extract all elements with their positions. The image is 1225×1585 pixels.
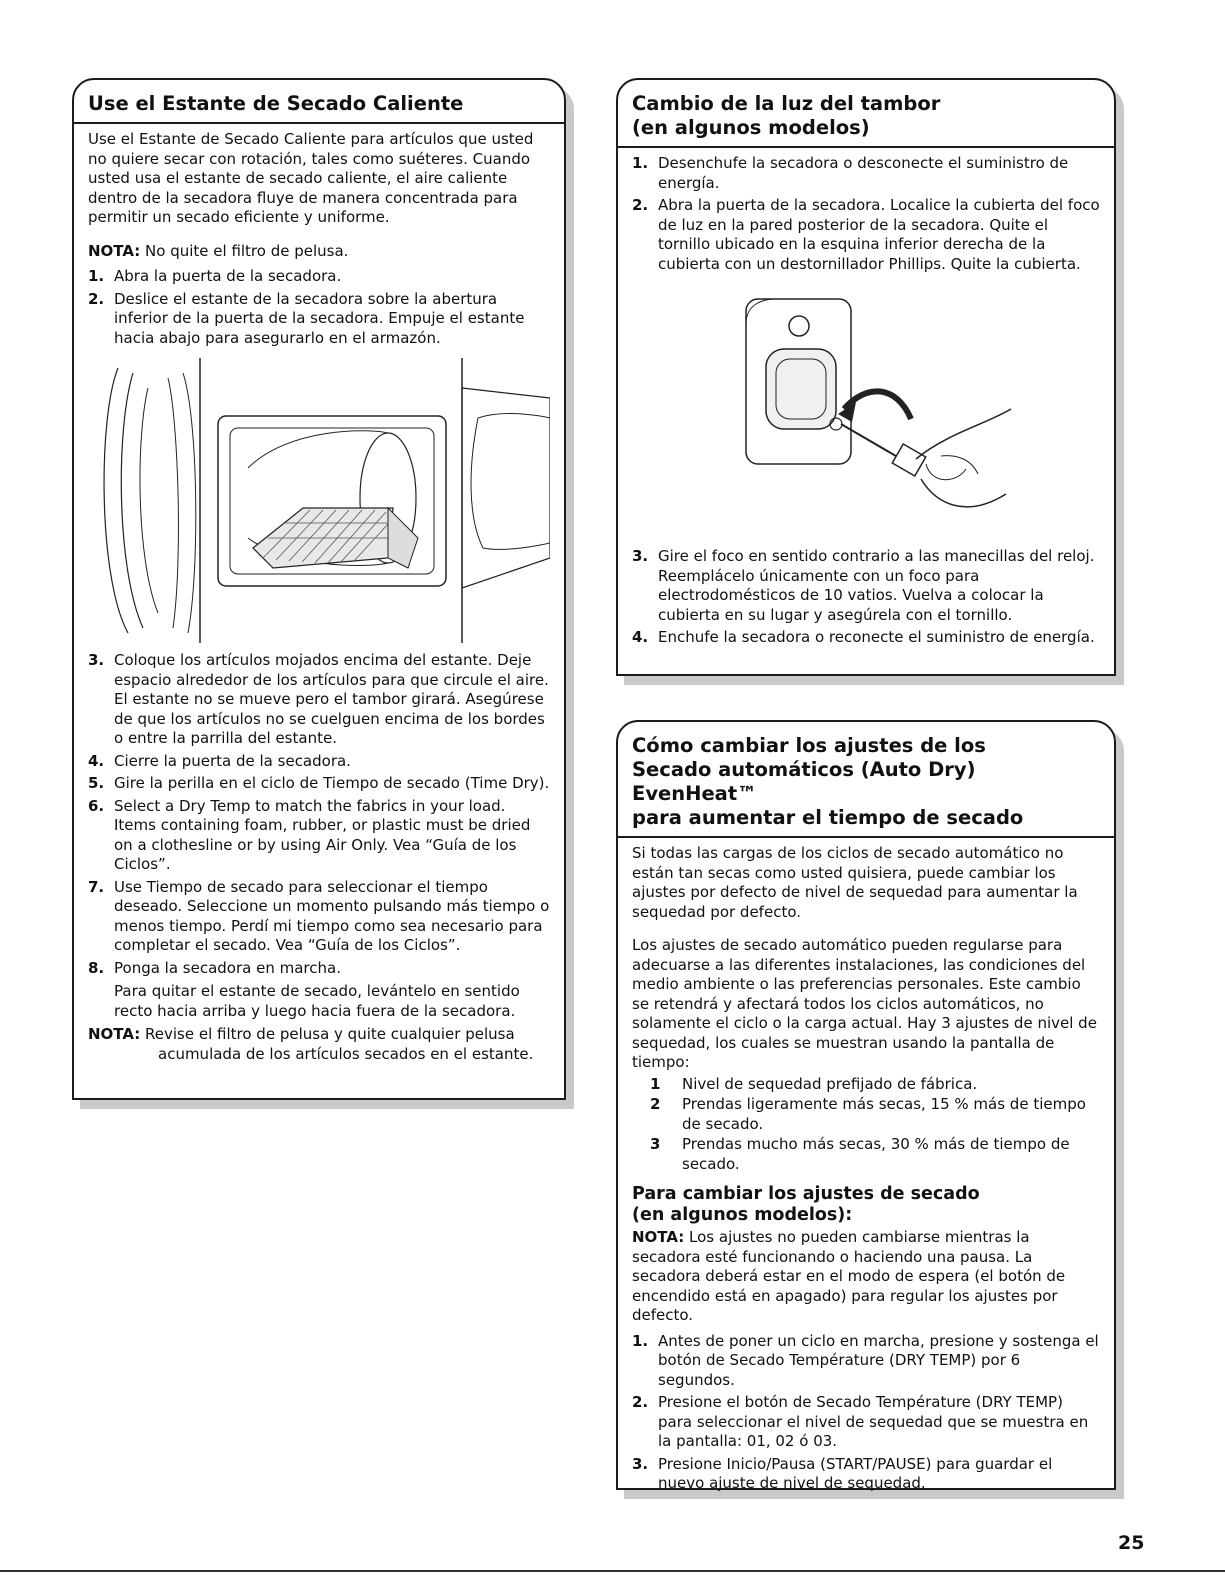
- list-item: 2. Abra la puerta de la secadora. Localice la cubierta del foco de luz en la pared posterior de la secadora. Quite el tornillo ubicado en la esquina inferior derecha de la cubierta con un destornillador Phillips. Quite la cubierta.: [632, 196, 1100, 273]
- page-number: 25: [1118, 1532, 1145, 1554]
- list-item: 6. Select a Dry Temp to match the fabrics in your load. Items containing foam, rubber, or plastic must be dried on a clothesline or by using Air Only. Vea “Guía de los Ciclos”.: [88, 796, 531, 873]
- steps-list: [632, 1332, 1100, 1494]
- section-drying-rack: [72, 78, 566, 1100]
- section-auto-dry-settings: [616, 720, 1116, 1490]
- section-title: Use el Estante de Secado Caliente: [74, 80, 564, 124]
- list-item: 3 Prendas mucho más secas, 30 % más de tiempo de secado.: [650, 1135, 1070, 1173]
- list-item: 2 Prendas ligeramente más secas, 15 % más de tiempo de secado.: [650, 1095, 1086, 1133]
- note: NOTA: No quite el filtro de pelusa.: [88, 241, 349, 260]
- list-item: 3. Coloque los artículos mojados encima del estante. Deje espacio alrededor de los artículos para que circule el aire. El estante no se mueve pero el tambor girará. Asegúrese de que los artículos no se cuelguen encima de los bordes o entre la parrilla del estante.: [88, 651, 549, 747]
- note: NOTA: Revise el filtro de pelusa y quite cualquier pelusa acumulada de los artículos secados en el estante.: [88, 1025, 534, 1063]
- steps-list: [632, 547, 1100, 648]
- list-item: 1. Antes de poner un ciclo en marcha, presione y sostenga el botón de Secado Température (DRY TEMP) por 6 segundos.: [632, 1331, 1099, 1389]
- intro-paragraph: Use el Estante de Secado Caliente para artículos que usted no quiere secar con rotación, tales como suéteres. Cuando usted usa el estante de secado caliente, el aire caliente dentro de la secadora fluye de manera concentrada para permitir un secado eficiente y uniforme.: [88, 130, 534, 226]
- section-body: [618, 838, 1114, 1494]
- subsection-title: Para cambiar los ajustes de secado (en algunos modelos):: [632, 1184, 980, 1225]
- steps-list: [632, 154, 1100, 274]
- list-item: 1. Desenchufe la secadora o desconecte el suministro de energía.: [632, 154, 1069, 192]
- list-item: 2. Presione el botón de Secado Température (DRY TEMP) para seleccionar el nivel de sequedad que se muestra en la pantalla: 01, 02 ó 03.: [632, 1393, 1089, 1450]
- list-item: 4. Enchufe la secadora o reconecte el suministro de energía.: [632, 628, 1095, 646]
- section-body: [618, 148, 1114, 648]
- note: NOTA: Los ajustes no pueden cambiarse mientras la secadora esté funcionando o haciendo una pausa. La secadora deberá estar en el modo de espera (el botón de encendido está en apagado) para regular los ajustes por defecto.: [632, 1228, 1066, 1324]
- list-item: 3. Gire el foco en sentido contrario a las manecillas del reloj. Reemplácelo únicamente con un foco para electrodomésticos de 10 vatios. Vuelva a colocar la cubierta en su lugar y asegúrela con el tornillo.: [632, 547, 1095, 624]
- list-item: 2. Deslice el estante de la secadora sobre la abertura inferior de la puerta de la secadora. Empuje el estante hacia abajo para asegurarlo en el armazón.: [88, 289, 525, 347]
- list-item: 1. Abra la puerta de la secadora.: [88, 267, 342, 285]
- list-item: 5. Gire la perilla en el ciclo de Tiempo de secado (Time Dry).: [88, 774, 550, 792]
- section-title: Cómo cambiar los ajustes de los Secado automáticos (Auto Dry) EvenHeat™ para aumentar el tiempo de secado: [618, 722, 1114, 838]
- paragraph: Si todas las cargas de los ciclos de secado automático no están tan secas como usted quisiera, puede cambiar los ajustes por defecto de nivel de sequedad para aumentar la sequedad por defecto.: [632, 844, 1078, 921]
- dryness-levels-list: [632, 1075, 1100, 1175]
- list-item: 1 Nivel de sequedad prefijado de fábrica.: [650, 1074, 978, 1093]
- steps-list: [88, 267, 550, 348]
- list-item: 3. Presione Inicio/Pausa (START/PAUSE) para guardar el nuevo ajuste de nivel de sequedad.: [632, 1454, 1053, 1492]
- section-body: [74, 124, 564, 1064]
- list-item: 4. Cierre la puerta de la secadora.: [88, 751, 351, 770]
- steps-list: [88, 651, 550, 1021]
- bottom-rule: [0, 1570, 1225, 1572]
- paragraph: Los ajustes de secado automático pueden regularse para adecuarse a las diferentes instalaciones, las condiciones del medio ambiente o las preferencias personales. Este cambio se retendrá y afectará todos los ciclos automáticos, no solamente el ciclo o la carga actual. Hay 3 ajustes de nivel de sequedad, los cuales se muestran usando la pantalla de tiempo:: [632, 936, 1097, 1071]
- light-cover-illustration: [716, 284, 1016, 539]
- list-item: 8. Ponga la secadora en marcha. Para quitar el estante de secado, levántelo en sentido recto hacia arriba y luego hacia fuera de la secadora.: [88, 958, 520, 1020]
- dryer-rack-illustration: [88, 358, 550, 643]
- list-item: 7. Use Tiempo de secado para seleccionar el tiempo deseado. Seleccione un momento pulsando más tiempo o menos tiempo. Perdí mi tiempo como sea necesario para completar el secado. Vea “Guía de los Ciclos”.: [88, 877, 550, 954]
- section-title: Cambio de la luz del tambor (en algunos modelos): [618, 80, 1114, 148]
- section-drum-light: [616, 78, 1116, 676]
